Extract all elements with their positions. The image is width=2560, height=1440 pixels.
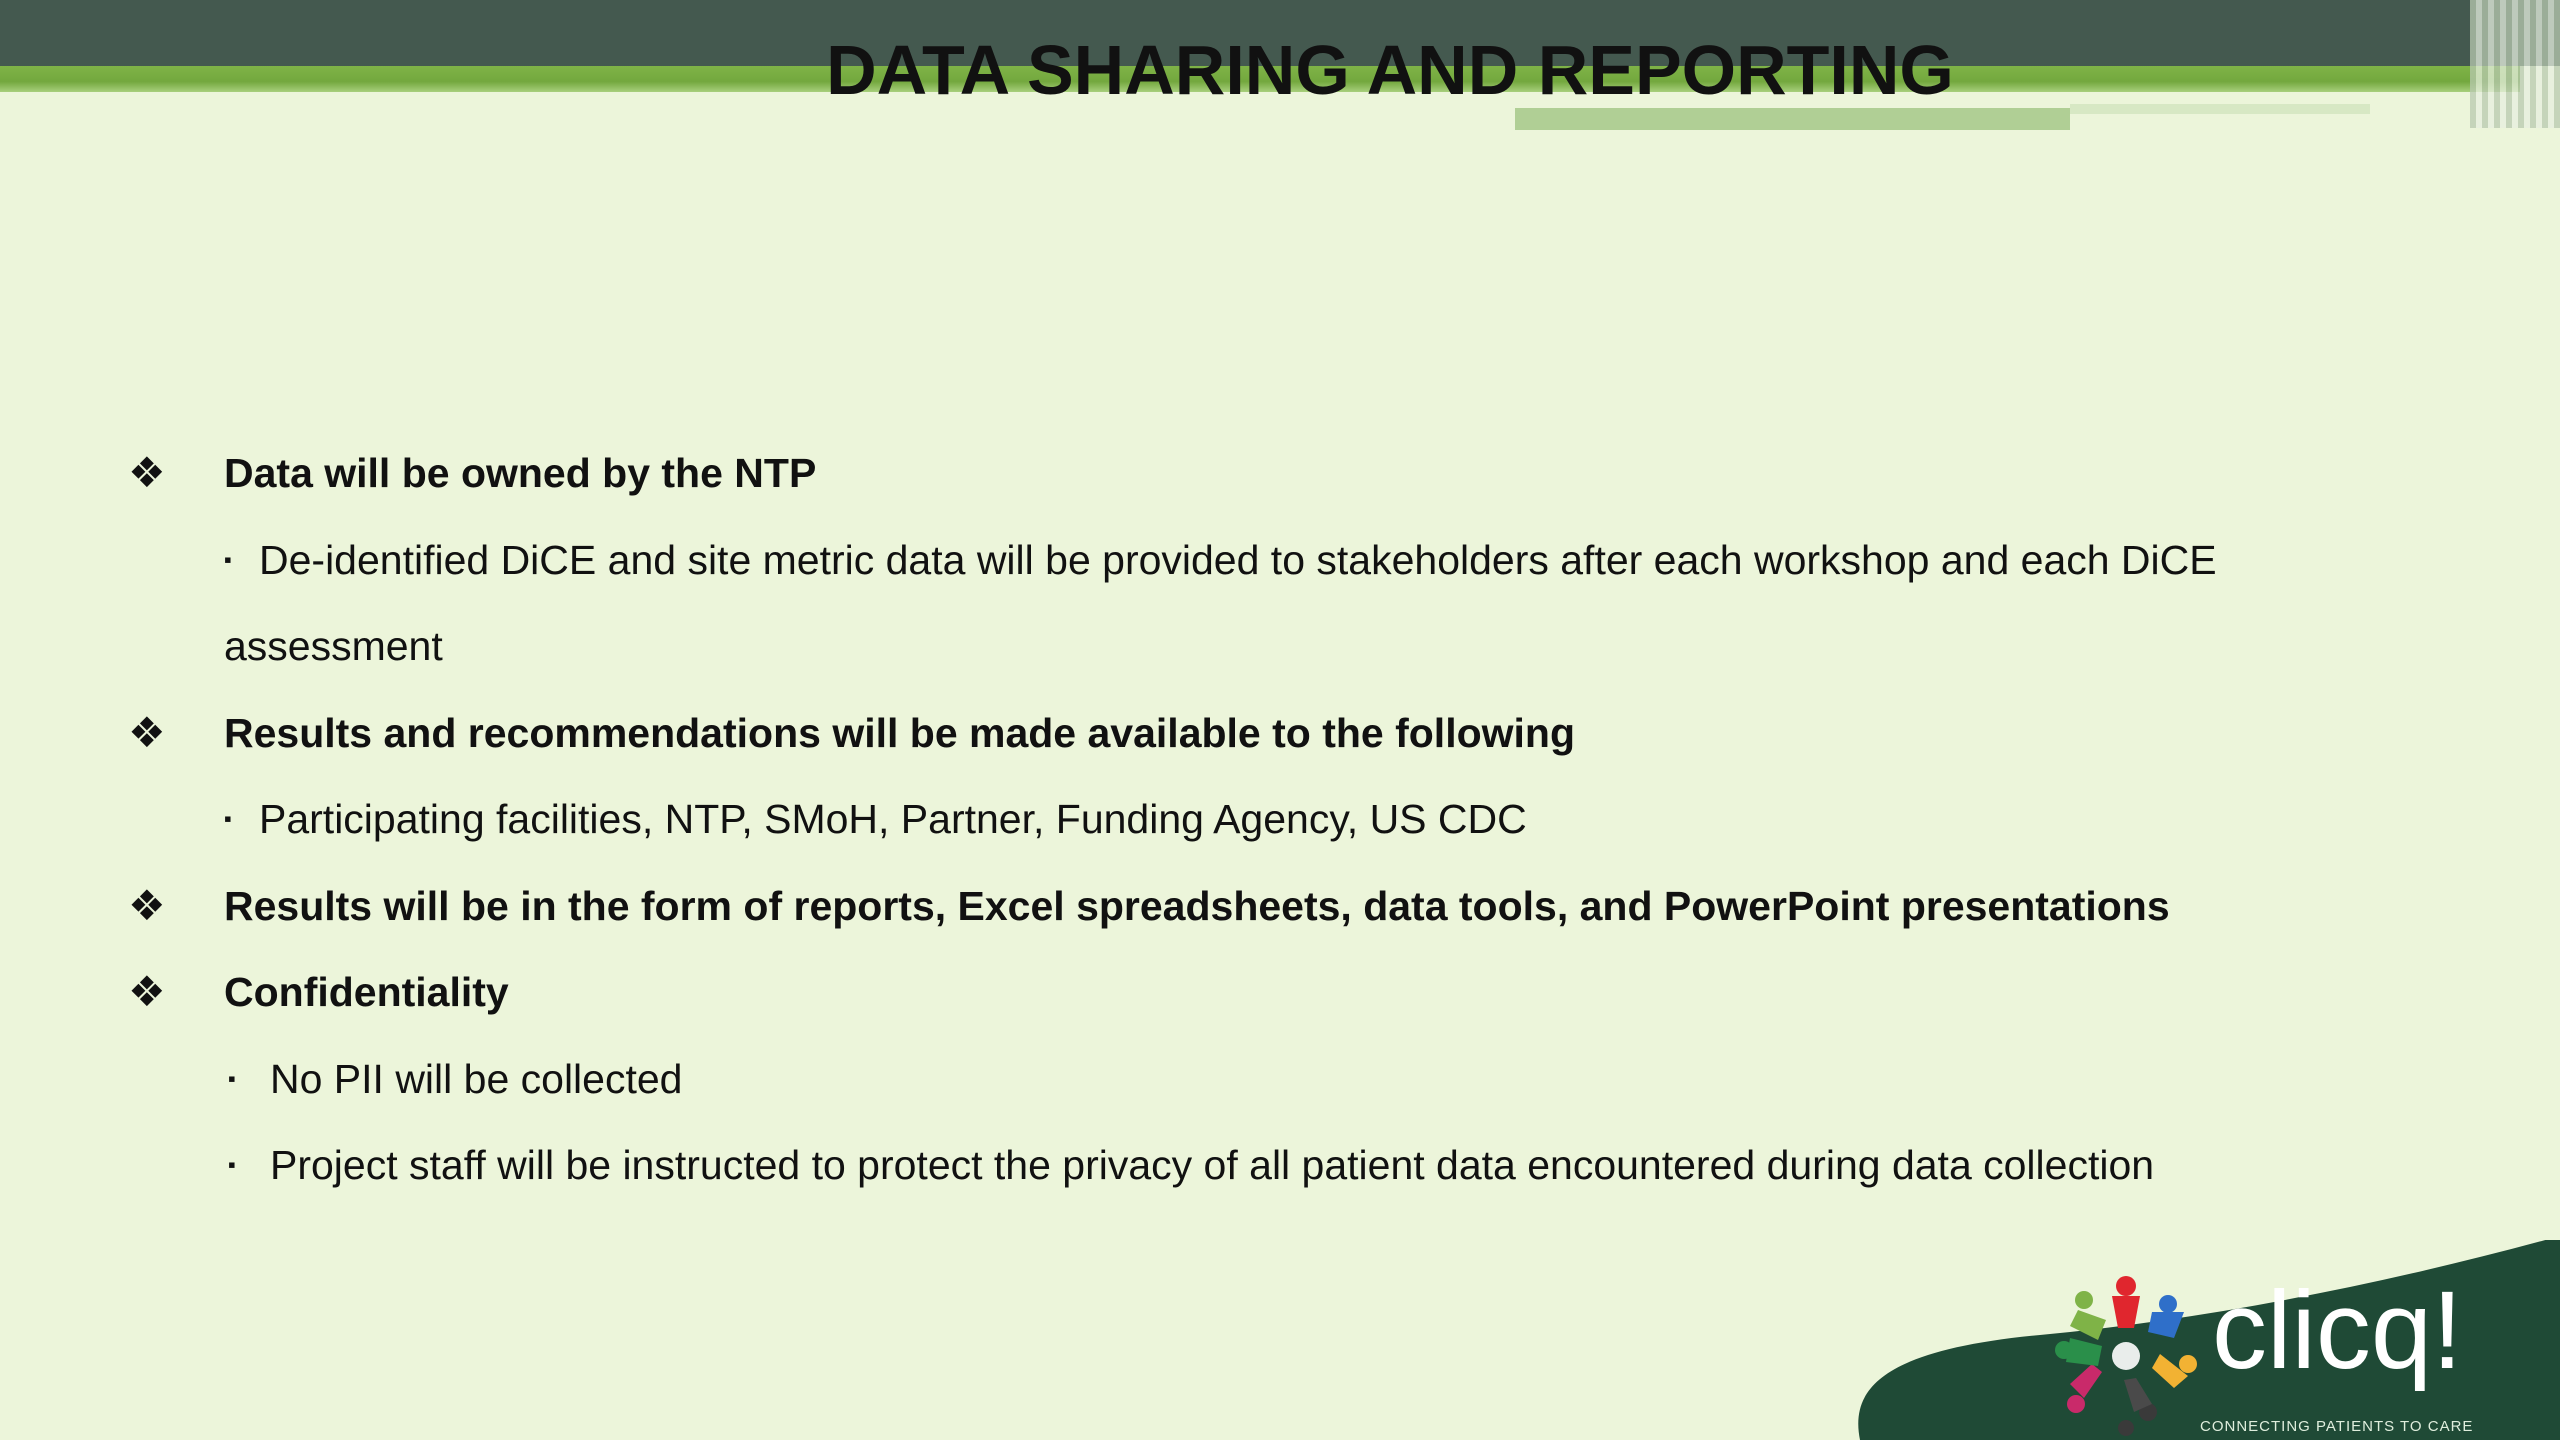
- sub-bullet-text: De-identified DiCE and site metric data will be provided to stakeholders after each workshop and each DiCE: [259, 536, 2217, 583]
- sub-bullet-text: Project staff will be instructed to protect the privacy of all patient data encountered during data collection: [270, 1142, 2155, 1188]
- square-bullet-icon: ▪: [224, 546, 232, 572]
- square-bullet-icon: ▪: [224, 806, 232, 831]
- sub-bullet-text: Participating facilities, NTP, SMoH, Partner, Funding Agency, US CDC: [259, 796, 1527, 842]
- sub-bullet-text: No PII will be collected: [270, 1055, 683, 1102]
- square-bullet-icon: ▪: [228, 1065, 236, 1091]
- clicq-logo-icon: [2048, 1266, 2204, 1436]
- logo-tagline: CONNECTING PATIENTS TO CARE: [2200, 1418, 2474, 1435]
- bullet-text: Data will be owned by the NTP: [224, 450, 817, 496]
- bullet-item: [128, 430, 2508, 517]
- bullet-text: Confidentiality: [224, 969, 509, 1015]
- bullet-item: [128, 949, 2508, 1036]
- sub-bullet-text-continued: assessment: [224, 623, 443, 669]
- square-bullet-icon: ▪: [228, 1152, 236, 1177]
- sub-bullet-item: [128, 1036, 2508, 1123]
- sub-bullet-continuation: [128, 603, 2508, 690]
- logo-wordmark: clicq!: [2212, 1269, 2463, 1392]
- bullet-item: [128, 863, 2508, 950]
- diamond-bullet-icon: ❖: [128, 449, 166, 496]
- diamond-bullet-icon: ❖: [128, 708, 166, 756]
- sub-bullet-item: [128, 517, 2508, 604]
- slide-content: [128, 430, 2508, 1209]
- bullet-text: Results will be in the form of reports, Excel spreadsheets, data tools, and PowerPoint presentations: [224, 882, 2170, 929]
- diamond-bullet-icon: ❖: [128, 968, 166, 1015]
- diamond-bullet-icon: ❖: [128, 881, 166, 929]
- sub-bullet-item: [128, 1122, 2508, 1209]
- sub-bullet-item: [128, 776, 2508, 863]
- header-stripe-light: [1515, 108, 2070, 130]
- bullet-item: [128, 690, 2508, 777]
- slide-title: DATA SHARING AND REPORTING: [826, 31, 1954, 109]
- bullet-text: Results and recommendations will be made available to the following: [224, 709, 1575, 756]
